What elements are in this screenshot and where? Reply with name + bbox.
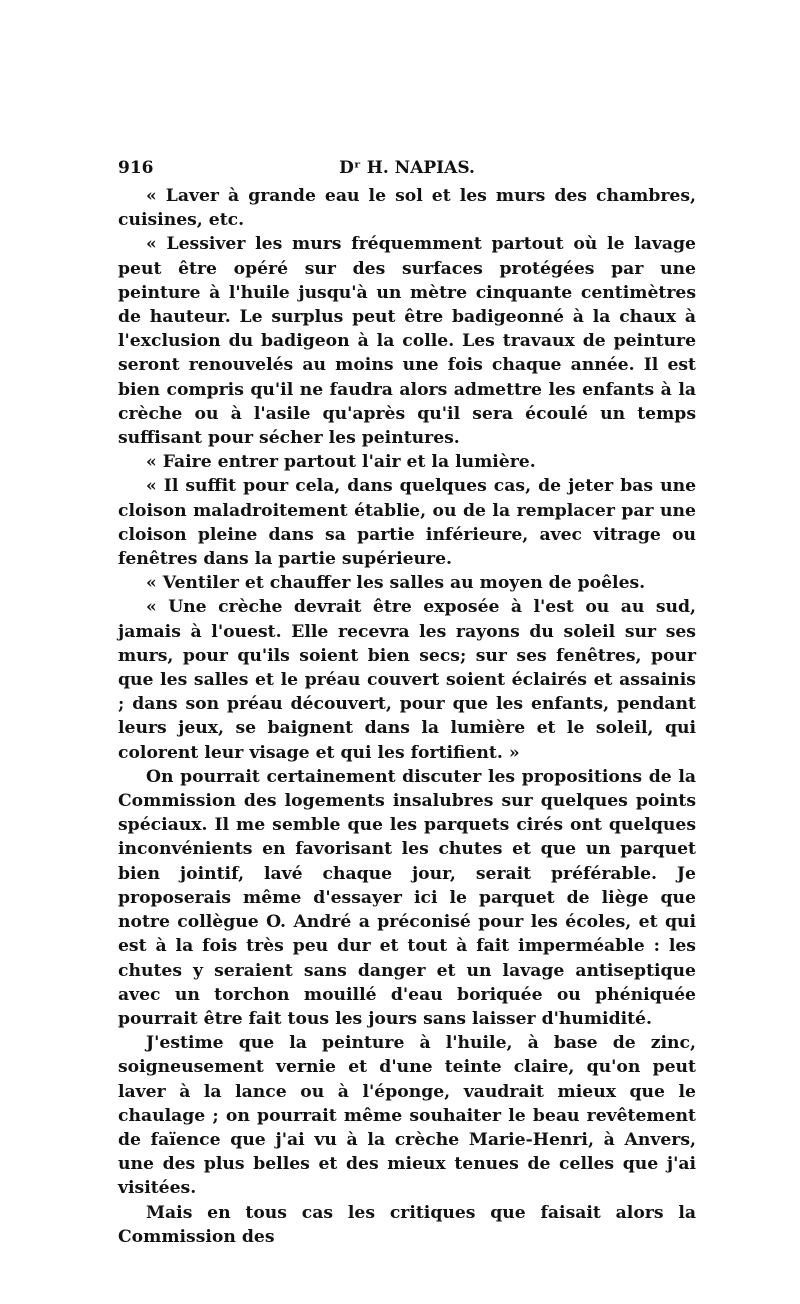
paragraph: « Faire entrer partout l'air et la lumière. (146, 452, 536, 473)
running-head: Dʳ H. NAPIAS. (339, 158, 475, 178)
paragraph: « Ventiler et chauffer les salles au moyen de poêles. (146, 573, 646, 594)
paragraph: J'estime que la peinture à l'huile, à base de zinc, soigneusement vernie et d'une teinte claire, qu'on peut laver à la lance ou à l'éponge, vaudrait mieux que le chaulage ; on pourrait même souhaiter le beau revêtement de faïence que j'ai vu à la crèche Marie-Henri, à Anvers, une des plus belles et des mieux tenues de celles que j'ai visitées. (118, 1033, 696, 1199)
paragraph: « Lessiver les murs fréquemment partout où le lavage peut être opéré sur des surfaces protégées par une peinture à l'huile jusqu'à un mètre cinquante centimètres de hauteur. Le surplus peut être badigeonné à la chaux à l'exclusion du badigeon à la colle. Les travaux de peinture seront renouvelés au moins une fois chaque année. Il est bien compris qu'il ne faudra alors admettre les enfants à la crèche ou à l'asile qu'après qu'il sera écoulé un temps suffisant pour sécher les peintures. (118, 234, 696, 449)
paragraph: On pourrait certainement discuter les propositions de la Commission des logements insalubres sur quelques points spéciaux. Il me semble que les parquets cirés ont quelques inconvénients en favorisant les chutes et que un parquet bien jointif, lavé chaque jour, serait préférable. Je proposerais même d'essayer ici le parquet de liège que notre collègue O. André a préconisé pour les écoles, et qui est à la fois très peu dur et tout à fait imperméable : les chutes y seraient sans danger et un lavage antiseptique avec un torchon mouillé d'eau boriquée ou phéniquée pourrait être fait tous les jours sans laisser d'humidité. (118, 766, 696, 1029)
paragraph: « Laver à grande eau le sol et les murs des chambres, cuisines, etc. (118, 186, 696, 231)
body-text (118, 184, 696, 1249)
paragraph: « Une crèche devrait être exposée à l'est ou au sud, jamais à l'ouest. Elle recevra les rayons du soleil sur ses murs, pour qu'ils soient bien secs; sur ses fenêtres, pour que les salles et le préau couvert soient éclairés et assainis ; dans son préau découvert, pour que les enfants, pendant leurs jeux, se baignent dans la lumière et le soleil, qui colorent leur visage et qui les fortifient. » (118, 597, 696, 763)
paragraph: « Il suffit pour cela, dans quelques cas, de jeter bas une cloison maladroitement établie, ou de la remplacer par une cloison pleine dans sa partie inférieure, avec vitrage ou fenêtres dans la partie supérieure. (118, 476, 696, 570)
page-header (118, 158, 696, 184)
page-number: 916 (118, 158, 154, 178)
paragraph: Mais en tous cas les critiques que faisait alors la Commission des (118, 1202, 696, 1247)
